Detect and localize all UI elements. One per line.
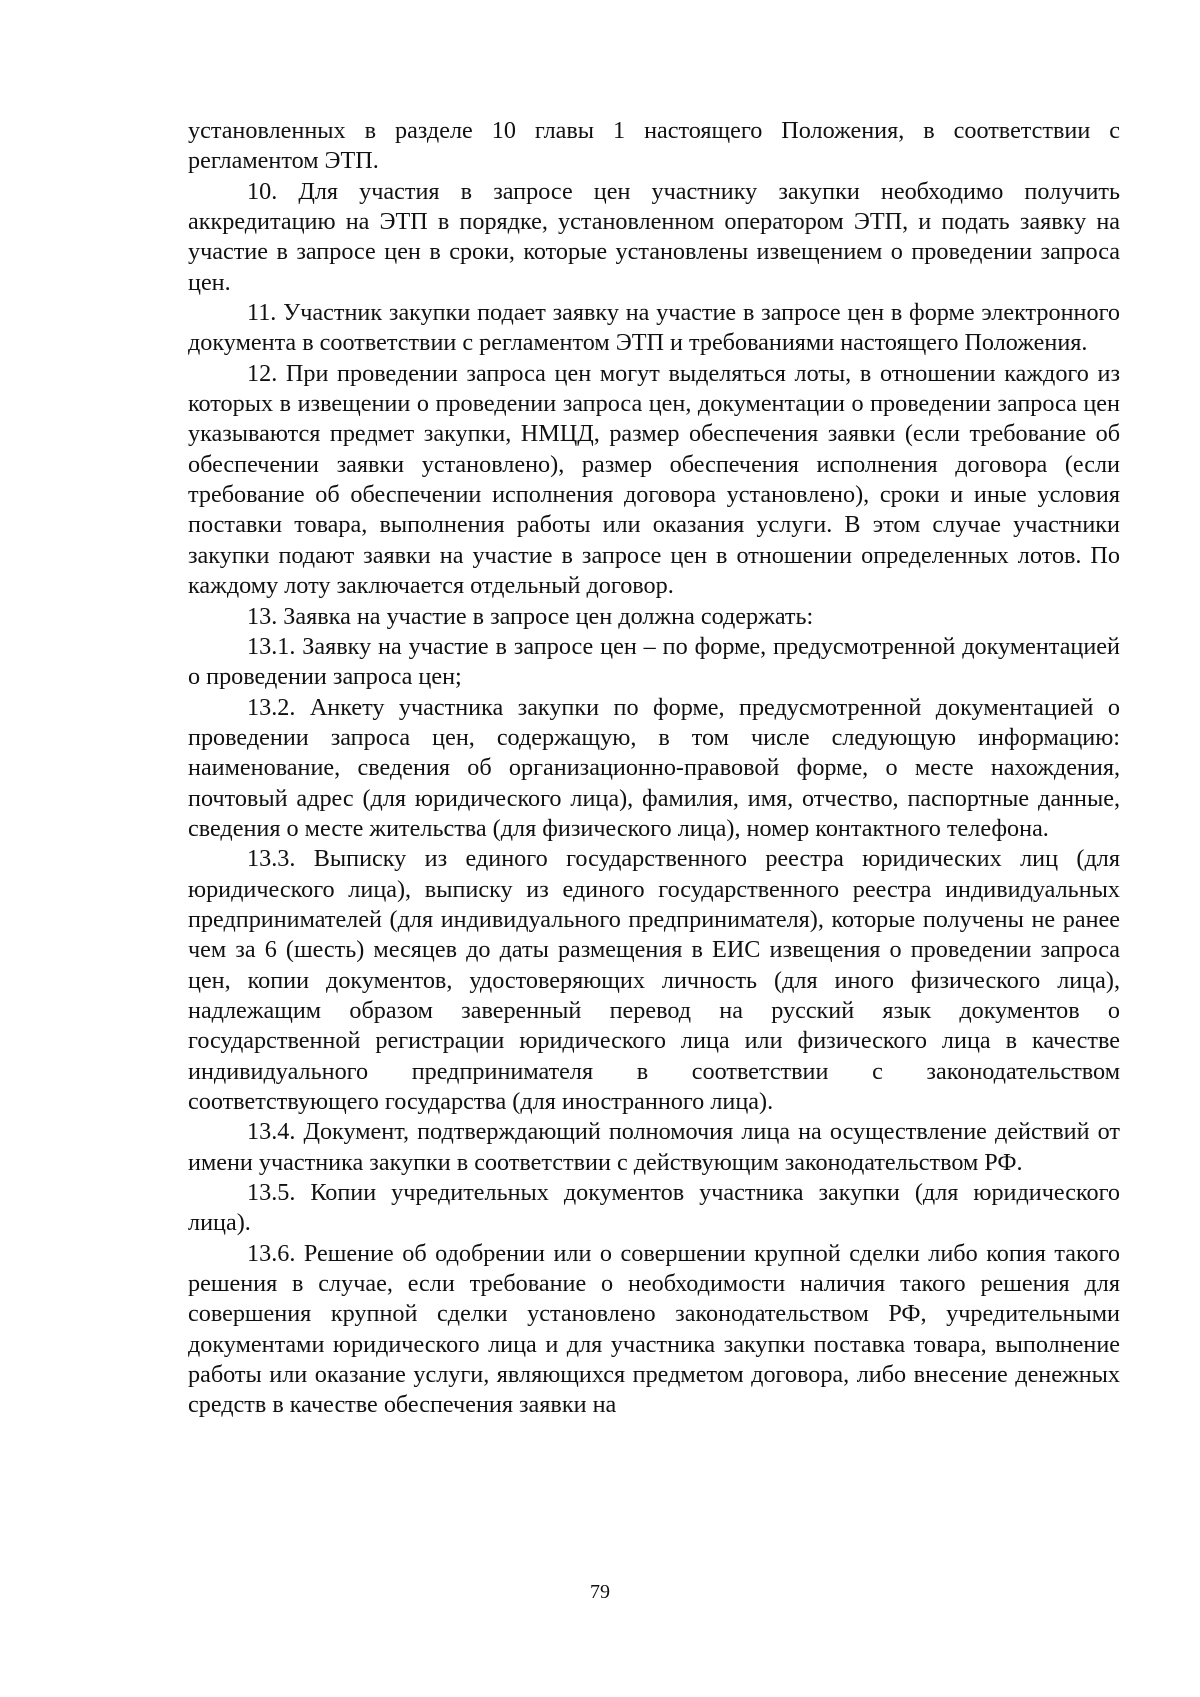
paragraph-13-5: 13.5. Копии учредительных документов участника закупки (для юридического лица). [188,1179,1120,1237]
paragraph-13-1: 13.1. Заявку на участие в запросе цен – по форме, предусмотренной документацией о проведении запроса цен; [188,632,1120,691]
document-body [188,116,1120,1421]
paragraph-13: 13. Заявка на участие в запросе цен должна содержать: [247,602,814,630]
paragraph-11: 11. Участник закупки подает заявку на участие в запросе цен в форме электронного документа в соответствии с регламентом ЭТП и требованиями настоящего Положения. [188,299,1120,357]
paragraph-10: 10. Для участия в запросе цен участнику закупки необходимо получить аккредитацию на ЭТП в порядке, установленном оператором ЭТП, и подать заявку на участие в запросе цен в сроки, которые установлены извещением о проведении запроса цен. [188,177,1120,296]
paragraph-13-4: 13.4. Документ, подтверждающий полномочия лица на осуществление действий от имени участника закупки в соответствии с действующим законодательством РФ. [188,1118,1120,1176]
paragraph-continuation: установленных в разделе 10 главы 1 настоящего Положения, в соответствии с регламентом ЭТП. [188,117,1120,175]
page-number: 79 [590,1581,610,1603]
paragraph-13-3: 13.3. Выписку из единого государственного реестра юридических лиц (для юридического лица), выписку из единого государственного реестра индивидуальных предпринимателей (для индивидуального предпринимателя), которые получены не ранее чем за 6 (шесть) месяцев до даты размещения в ЕИС извещения о проведении запроса цен, копии документов, удостоверяющих личность (для иного физического лица), надлежащим образом заверенный перевод на русский язык документов о государственной регистрации юридического лица или физического лица в качестве индивидуального предпринимателя в соответствии с законодательством соответствующего государства (для иностранного лица). [188,845,1120,1115]
paragraph-13-6: 13.6. Решение об одобрении или о совершении крупной сделки либо копия такого решения в случае, если требование о необходимости наличия такого решения для совершения крупной сделки установлено законодательством РФ, учредительными документами юридического лица и для участника закупки поставка товара, выполнение работы или оказание услуги, являющихся предметом договора, либо внесение денежных средств в качестве обеспечения заявки на [188,1239,1120,1419]
paragraph-12: 12. При проведении запроса цен могут выделяться лоты, в отношении каждого из которых в извещении о проведении запроса цен, документации о проведении запроса цен указываются предмет закупки, НМЦД, размер обеспечения заявки (если требование об обеспечении заявки установлено), размер обеспечения исполнения договора (если требование об обеспечении исполнения договора установлено), сроки и иные условия поставки товара, выполнения работы или оказания услуги. В этом случае участники закупки подают заявки на участие в запросе цен в отношении определенных лотов. По каждому лоту заключается отдельный договор. [188,359,1120,600]
paragraph-13-2: 13.2. Анкету участника закупки по форме, предусмотренной документацией о проведении запроса цен, содержащую, в том числе следующую информацию: наименование, сведения об организационно-правовой форме, о месте нахождения, почтовый адрес (для юридического лица), фамилия, имя, отчество, паспортные данные, сведения о месте жительства (для физического лица), номер контактного телефона. [188,693,1120,842]
